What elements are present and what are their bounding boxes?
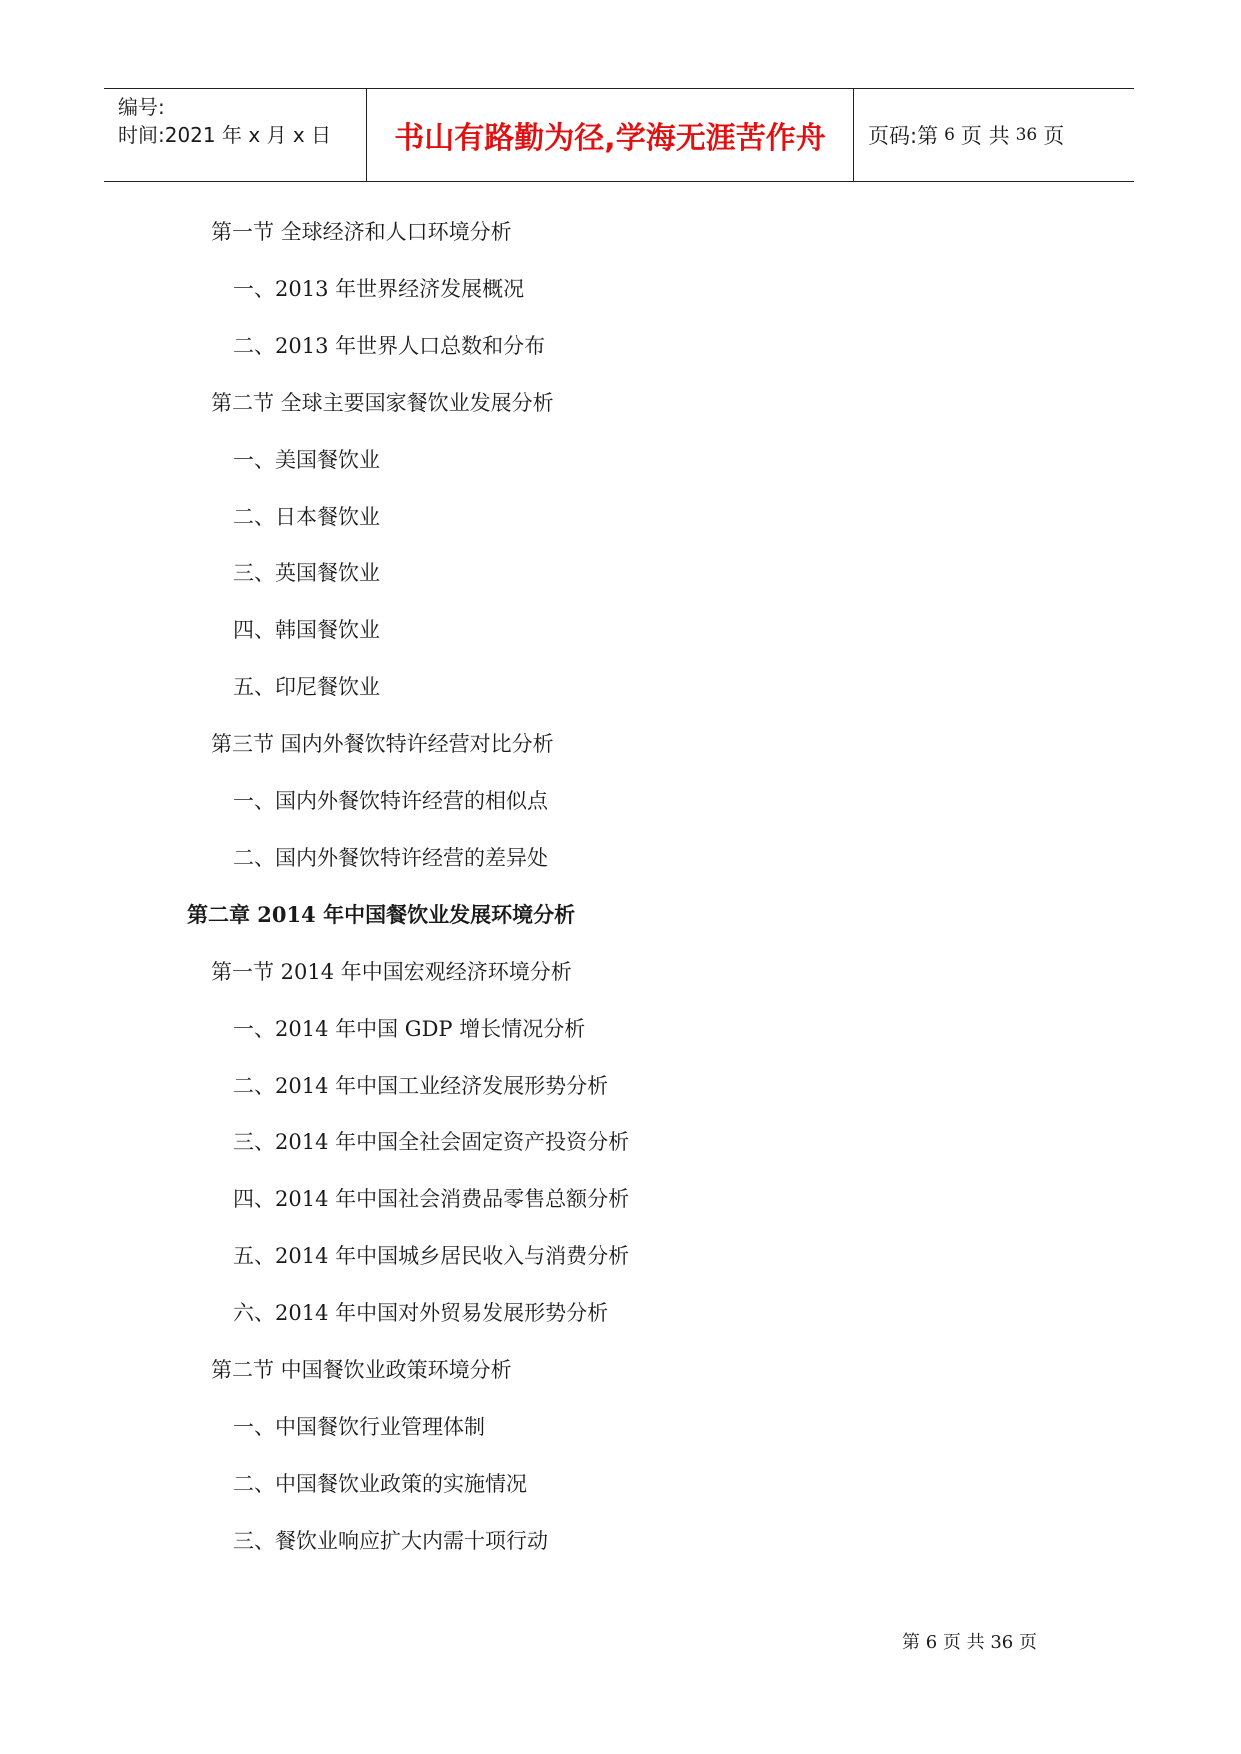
toc-item: 四、2014 年中国社会消费品零售总额分析	[233, 1187, 630, 1212]
toc-item: 一、2013 年世界经济发展概况	[233, 276, 525, 301]
toc-section: 第一节 全球经济和人口环境分析	[211, 220, 512, 244]
toc-section: 第三节 国内外餐饮特许经营对比分析	[211, 732, 554, 757]
page-total: 36	[1015, 125, 1038, 145]
toc-section: 第二节 全球主要国家餐饮业发展分析	[211, 390, 554, 415]
toc-item: 二、中国餐饮业政策的实施情况	[233, 1471, 527, 1496]
toc-item: 一、美国餐饮业	[233, 447, 380, 472]
toc-item: 六、2014 年中国对外贸易发展形势分析	[233, 1301, 609, 1326]
time-label: 时间:2021 年 x 月 x 日	[118, 123, 332, 147]
page-current: 6	[944, 125, 955, 145]
header-page-info	[854, 89, 1134, 181]
toc-item: 三、2014 年中国全社会固定资产投资分析	[233, 1130, 630, 1155]
toc-item: 二、日本餐饮业	[233, 504, 380, 529]
toc-item: 四、韩国餐饮业	[233, 618, 380, 643]
toc-item: 二、2013 年世界人口总数和分布	[233, 333, 546, 358]
toc-section: 第一节 2014 年中国宏观经济环境分析	[211, 959, 572, 984]
toc-item: 一、2014 年中国 GDP 增长情况分析	[233, 1016, 586, 1041]
toc-item: 三、餐饮业响应扩大内需十项行动	[233, 1528, 548, 1553]
page-prefix: 页码:第	[868, 124, 939, 148]
page-suffix: 页	[1043, 124, 1065, 148]
page-footer: 第 6 页 共 36 页	[902, 1632, 1037, 1653]
header-motto: 书山有路勤为径,学海无涯苦作舟	[366, 89, 854, 181]
page-mid: 页 共	[960, 124, 1010, 148]
toc-section: 第二节 中国餐饮业政策环境分析	[211, 1358, 512, 1382]
toc-item: 一、国内外餐饮特许经营的相似点	[233, 789, 548, 813]
toc-item: 三、英国餐饮业	[233, 561, 380, 586]
toc-item: 五、2014 年中国城乡居民收入与消费分析	[233, 1244, 630, 1269]
toc-item: 二、国内外餐饮特许经营的差异处	[233, 845, 548, 870]
toc-item: 一、中国餐饮行业管理体制	[233, 1414, 485, 1439]
toc-chapter: 第二章 2014 年中国餐饮业发展环境分析	[187, 901, 576, 927]
toc-item: 五、印尼餐饮业	[233, 675, 380, 700]
header-meta	[104, 89, 366, 181]
page-header	[104, 88, 1134, 182]
number-label: 编号:	[118, 95, 165, 119]
toc-item: 二、2014 年中国工业经济发展形势分析	[233, 1073, 609, 1098]
